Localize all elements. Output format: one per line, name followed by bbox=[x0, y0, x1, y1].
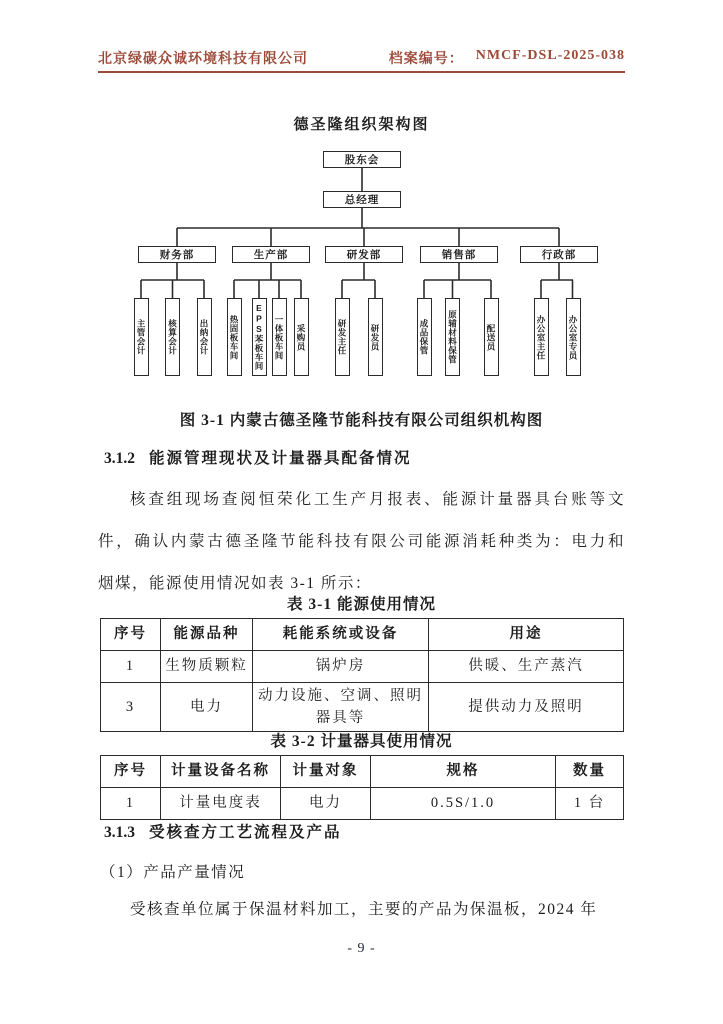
org-role-accounting: 核算会计 bbox=[165, 298, 180, 376]
org-role-eps-shop: EPS苯板车间 bbox=[252, 298, 267, 376]
table-3-2-caption: 表 3-2 计量器具使用情况 bbox=[270, 733, 453, 750]
cell: 1 bbox=[101, 651, 161, 683]
org-role-office-staff: 办公室专员 bbox=[566, 298, 581, 376]
archive-label: 档案编号： bbox=[388, 52, 464, 67]
section-3-1-3-heading bbox=[104, 820, 342, 842]
org-role-rnd-staff: 研发员 bbox=[368, 298, 383, 376]
cell: 计量电度表 bbox=[161, 788, 281, 820]
cell: 动力设施、空调、照明器具等 bbox=[253, 683, 429, 732]
table-row bbox=[101, 683, 624, 732]
paragraph-line: 核查组现场查阅恒荣化工生产月报表、能源计量器具台账等文 bbox=[130, 491, 625, 508]
cell: 0.5S/1.0 bbox=[371, 788, 556, 820]
col-header: 用途 bbox=[429, 619, 624, 651]
org-role-rnd-director: 研发主任 bbox=[335, 298, 350, 376]
col-header: 耗能系统或设备 bbox=[253, 619, 429, 651]
cell: 供暖、生产蒸汽 bbox=[429, 651, 624, 683]
cell: 提供动力及照明 bbox=[429, 683, 624, 732]
org-dept-sales: 销售部 bbox=[420, 246, 498, 263]
org-chart bbox=[98, 140, 625, 398]
header-divider bbox=[98, 71, 625, 73]
col-header: 序号 bbox=[101, 619, 161, 651]
org-dept-finance: 财务部 bbox=[138, 246, 216, 263]
paragraph-line: 件，确认内蒙古德圣隆节能科技有限公司能源消耗种类为：电力和 bbox=[98, 533, 625, 550]
table-header-row bbox=[101, 756, 624, 788]
org-dept-production: 生产部 bbox=[232, 246, 310, 263]
paragraph-line: 烟煤，能源使用情况如表 3-1 所示： bbox=[98, 575, 372, 592]
org-dept-admin: 行政部 bbox=[520, 246, 598, 263]
org-role-thermoset-shop: 热固板车间 bbox=[227, 298, 242, 376]
col-header: 数量 bbox=[556, 756, 624, 788]
section-number: 3.1.3 bbox=[104, 824, 135, 841]
col-header: 能源品种 bbox=[161, 619, 253, 651]
table-metering-devices bbox=[100, 755, 624, 820]
figure-caption: 图 3-1 内蒙古德圣隆节能科技有限公司组织机构图 bbox=[179, 412, 544, 429]
org-chart-title: 德圣隆组织架构图 bbox=[293, 116, 430, 133]
org-role-product-keeper: 成品保管 bbox=[417, 298, 432, 376]
subsection-item: （1）产品产量情况 bbox=[100, 864, 246, 881]
col-header: 计量设备名称 bbox=[161, 756, 281, 788]
org-dept-rnd: 研发部 bbox=[325, 246, 403, 263]
archive-number: NMCF-DSL-2025-038 bbox=[475, 48, 625, 63]
section-3-1-2-heading bbox=[104, 446, 412, 468]
table-header-row bbox=[101, 619, 624, 651]
cell: 电力 bbox=[281, 788, 371, 820]
cell: 3 bbox=[101, 683, 161, 732]
org-node-shareholders: 股东会 bbox=[323, 151, 401, 168]
org-role-cashier: 出纳会计 bbox=[197, 298, 212, 376]
section-number: 3.1.2 bbox=[104, 450, 135, 467]
org-role-chief-accountant: 主管会计 bbox=[134, 298, 149, 376]
page-header bbox=[98, 48, 625, 68]
org-node-general-manager: 总经理 bbox=[323, 191, 401, 208]
section-3-1-3-paragraph: 受核查单位属于保温材料加工，主要的产品为保温板，2024 年 bbox=[130, 901, 598, 918]
cell: 1 bbox=[101, 788, 161, 820]
org-role-delivery: 配送员 bbox=[484, 298, 499, 376]
cell: 1 台 bbox=[556, 788, 624, 820]
header-archive bbox=[389, 48, 625, 68]
col-header: 序号 bbox=[101, 756, 161, 788]
table-row bbox=[101, 788, 624, 820]
org-role-material-keeper: 原辅材料保管 bbox=[445, 298, 460, 376]
table-row bbox=[101, 651, 624, 683]
section-3-1-2-paragraph bbox=[98, 479, 625, 605]
cell: 电力 bbox=[161, 683, 253, 732]
section-title: 能源管理现状及计量器具配备情况 bbox=[149, 450, 412, 467]
table-energy-use bbox=[100, 618, 624, 732]
org-role-purchaser: 采购员 bbox=[294, 298, 309, 376]
col-header: 计量对象 bbox=[281, 756, 371, 788]
section-title: 受核查方工艺流程及产品 bbox=[149, 824, 342, 841]
cell: 锅炉房 bbox=[253, 651, 429, 683]
col-header: 规格 bbox=[371, 756, 556, 788]
page-number: - 9 - bbox=[347, 941, 376, 956]
org-role-panel-shop: 一体板车间 bbox=[272, 298, 287, 376]
org-role-office-director: 办公室主任 bbox=[534, 298, 549, 376]
cell: 生物质颗粒 bbox=[161, 651, 253, 683]
header-company-name: 北京绿碳众诚环境科技有限公司 bbox=[98, 52, 308, 67]
table-3-1-caption: 表 3-1 能源使用情况 bbox=[287, 596, 436, 613]
